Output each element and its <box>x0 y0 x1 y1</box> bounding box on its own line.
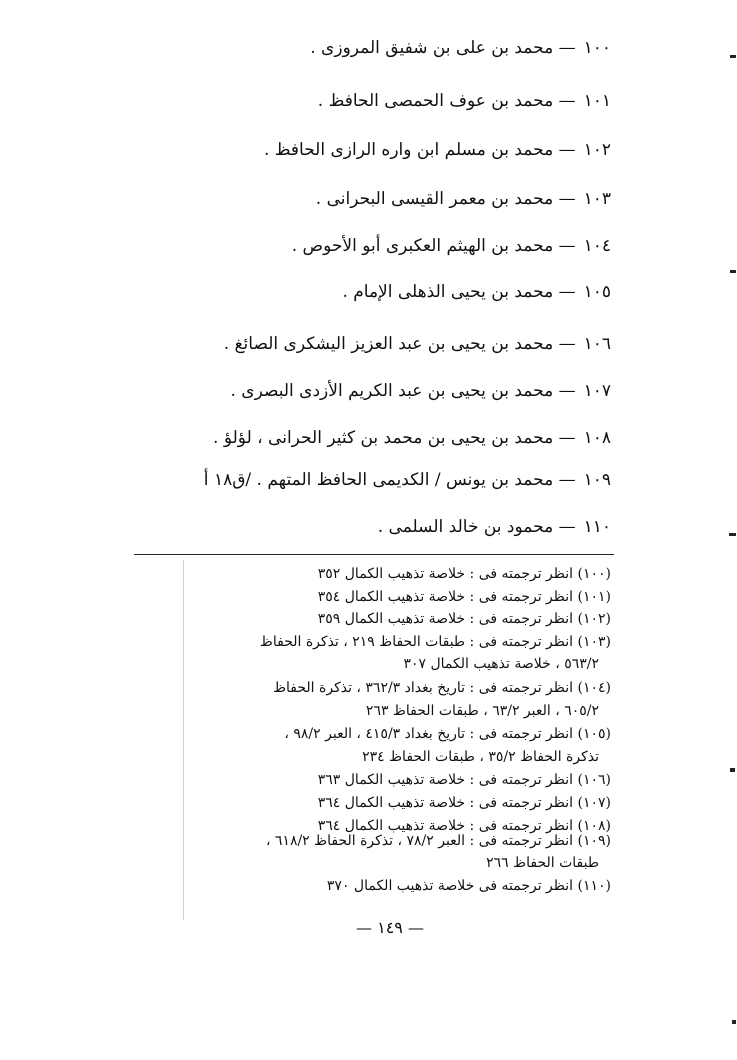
entry-text: — محمد بن معمر القيسى البحرانى . <box>315 189 576 209</box>
entry-number: ١٠٢ <box>583 140 611 160</box>
footnote-line: (١١٠) انظر ترجمته فى خلاصة تذهيب الكمال ٣٧٠ <box>326 878 611 894</box>
entry-number: ١٠٣ <box>583 189 611 209</box>
entry-number: ١٠٩ <box>583 470 611 490</box>
entry-103 <box>316 189 611 209</box>
footnote-line: تذكرة الحفاظ ٣٥/٢ ، طبقات الحفاظ ٢٣٤ <box>362 749 599 765</box>
entry-text: — محمد بن يونس / الكديمى الحافظ المتهم . /ق١٨ أ <box>203 470 576 490</box>
entry-105 <box>342 282 611 302</box>
footnote-line: (١٠٩) انظر ترجمته فى : العبر ٧٨/٢ ، تذكرة الحفاظ ٦١٨/٢ ، <box>265 833 611 849</box>
footnote-line: (١٠٨) انظر ترجمته فى : خلاصة تذهيب الكمال ٣٦٤ <box>317 818 611 834</box>
entry-104 <box>292 236 611 256</box>
entry-108 <box>213 428 611 448</box>
entry-text: — محمد بن يحيى بن محمد بن كثير الحرانى ، لؤلؤ . <box>213 428 576 448</box>
entry-107 <box>230 381 611 401</box>
entry-106 <box>224 334 611 354</box>
entry-number: ١٠٧ <box>583 381 611 401</box>
entry-text: — محمد بن على بن شفيق المروزى . <box>310 38 576 58</box>
entry-102 <box>264 140 611 160</box>
scan-edge-mark <box>729 533 736 536</box>
footnote-line: (١٠٤) انظر ترجمته فى : تاريخ بغداد ٣٦٢/٣ ، تذكرة الحفاظ <box>273 680 611 696</box>
scan-edge-mark <box>730 768 735 772</box>
scan-edge-mark <box>730 55 736 58</box>
entry-text: — محمد بن يحيى بن عبد العزيز اليشكرى الصائغ . <box>223 334 576 354</box>
scan-edge-mark <box>730 270 736 273</box>
entry-number: ١٠٤ <box>583 236 611 256</box>
scan-fold-line <box>183 560 184 920</box>
entry-number: ١٠١ <box>583 91 611 111</box>
footnote-line: طبقات الحفاظ ٢٦٦ <box>486 855 599 871</box>
footnote-line: (١٠٥) انظر ترجمته فى : تاريخ بغداد ٤١٥/٣ ، العبر ٩٨/٢ ، <box>284 726 611 742</box>
entry-number: ١١٠ <box>583 517 611 537</box>
footnote-separator <box>134 554 614 555</box>
entry-text: — محمد بن عوف الحمصى الحافظ . <box>317 91 576 111</box>
footnote-line: (١٠١) انظر ترجمته فى : خلاصة تذهيب الكمال ٣٥٤ <box>317 589 611 605</box>
entry-110 <box>378 517 611 537</box>
footnote-line: (١٠٦) انظر ترجمته فى : خلاصة تذهيب الكمال ٣٦٣ <box>317 772 611 788</box>
entry-109 <box>204 470 611 490</box>
scan-edge-mark <box>732 1020 736 1024</box>
entry-text: — محمد بن يحيى بن عبد الكريم الأزدى البصرى . <box>230 381 576 401</box>
footnote-line: ٥٦٣/٢ ، خلاصة تذهيب الكمال ٣٠٧ <box>403 656 599 672</box>
footnote-line: (١٠٧) انظر ترجمته فى : خلاصة تذهيب الكمال ٣٦٤ <box>317 795 611 811</box>
entry-number: ١٠٠ <box>583 38 611 58</box>
entry-text: — محمود بن خالد السلمى . <box>377 517 576 537</box>
entry-text: — محمد بن الهيثم العكبرى أبو الأحوص . <box>291 236 576 256</box>
footnote-line: (١٠٣) انظر ترجمته فى : طبقات الحفاظ ٢١٩ ، تذكرة الحفاظ <box>259 634 611 650</box>
footnote-line: ٦٠٥/٢ ، العبر ٦٣/٢ ، طبقات الحفاظ ٢٦٣ <box>365 703 599 719</box>
entry-number: ١٠٦ <box>583 334 611 354</box>
page-number: — ١٤٩ — <box>356 918 424 937</box>
entry-number: ١٠٥ <box>583 282 611 302</box>
entry-text: — محمد بن مسلم ابن واره الرازى الحافظ . <box>263 140 576 160</box>
entry-101 <box>318 91 611 111</box>
footnote-line: (١٠٢) انظر ترجمته فى : خلاصة تذهيب الكمال ٣٥٩ <box>317 611 611 627</box>
entry-100 <box>310 38 611 58</box>
entry-number: ١٠٨ <box>583 428 611 448</box>
footnote-line: (١٠٠) انظر ترجمته فى : خلاصة تذهيب الكمال ٣٥٢ <box>317 566 611 582</box>
entry-text: — محمد بن يحيى الذهلى الإمام . <box>342 282 576 302</box>
